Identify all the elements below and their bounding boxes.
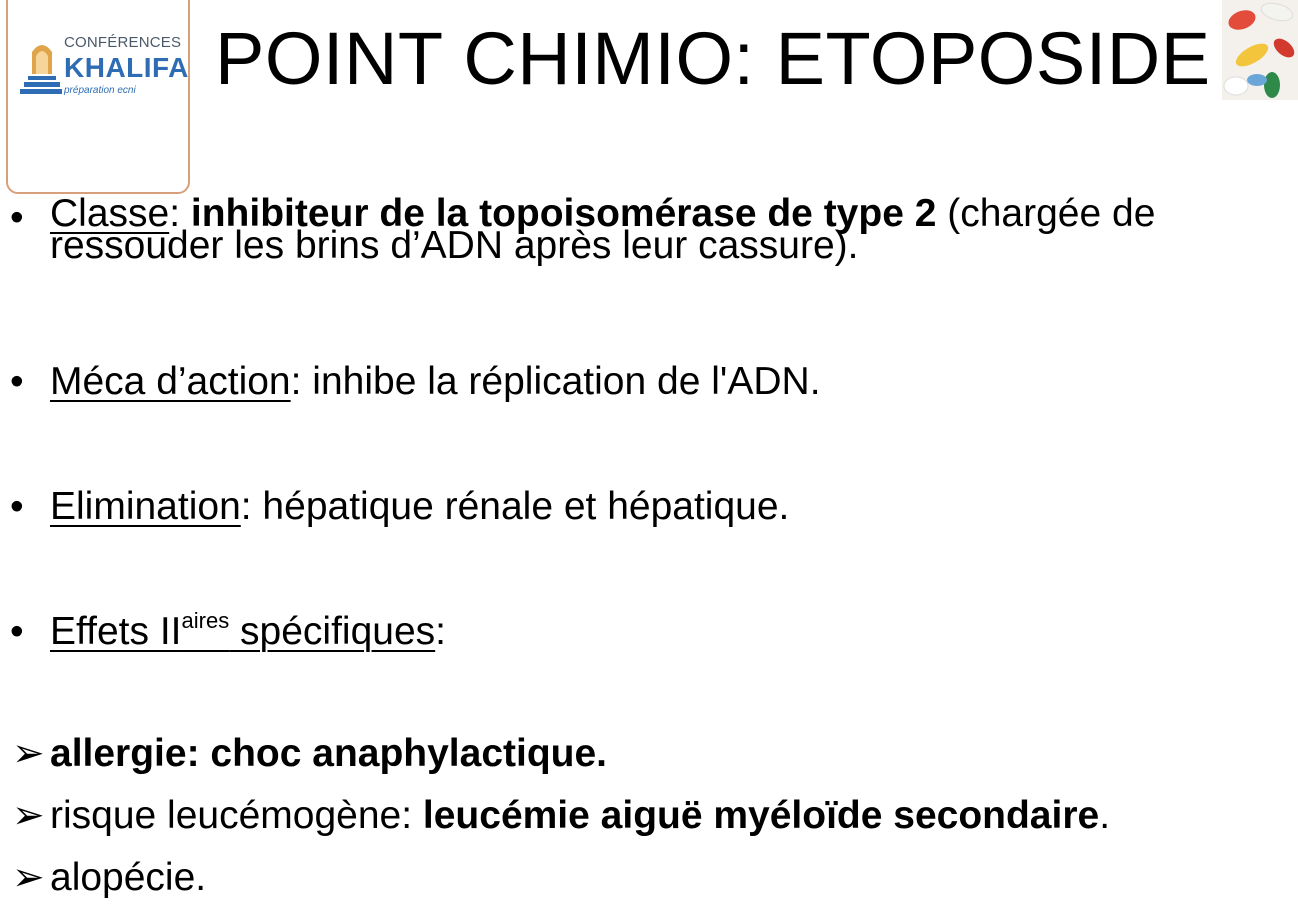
page-title: POINT CHIMIO: ETOPOSIDE [215, 17, 1211, 100]
bullet-dot-icon: • [10, 360, 24, 403]
effets-text: : [435, 610, 446, 653]
elim-label: Elimination [50, 485, 241, 528]
meca-text: : inhibe la réplication de l'ADN. [290, 360, 821, 403]
logo [6, 0, 190, 194]
logo-text-tagline: préparation ecni [64, 85, 136, 96]
bullet-dot-icon: • [10, 196, 24, 239]
effect-item-leucemie [12, 794, 1110, 838]
pills-image [1222, 0, 1298, 100]
meca-label: Méca d’action [50, 360, 291, 403]
classe-line2: ressouder les brins d’ADN après leur cassure). [50, 224, 859, 267]
classe-sep: : [169, 192, 191, 235]
arrow-bullet-icon: ➢ [12, 794, 45, 837]
logo-text-conferences: CONFÉRENCES [64, 34, 182, 51]
elim-text: : hépatique rénale et hépatique. [240, 485, 790, 528]
effect-item-allergie [12, 732, 607, 776]
classe-label: Classe [50, 192, 170, 235]
effect-bold: allergie: choc anaphylactique. [50, 732, 608, 775]
effect-bold: leucémie aiguë myéloïde secondaire [422, 794, 1100, 837]
arrow-bullet-icon: ➢ [12, 856, 45, 899]
classe-bold: inhibiteur de la topoisomérase de type 2 [190, 192, 937, 235]
classe-rest: (chargée de [936, 192, 1156, 235]
effect-item-alopecie [12, 856, 206, 900]
bullet-dot-icon: • [10, 485, 24, 528]
effect-plain: alopécie. [50, 856, 207, 899]
logo-text-khalifa: KHALIFA [64, 52, 189, 83]
bullet-dot-icon: • [10, 610, 24, 653]
effets-label: Effets $II^{aires}$ spécifiques [50, 608, 436, 653]
effect-tail: . [1099, 794, 1111, 837]
effect-plain: risque leucémogène: [50, 794, 423, 837]
khalifa-logo-mark-icon [18, 32, 64, 100]
arrow-bullet-icon: ➢ [12, 732, 45, 775]
